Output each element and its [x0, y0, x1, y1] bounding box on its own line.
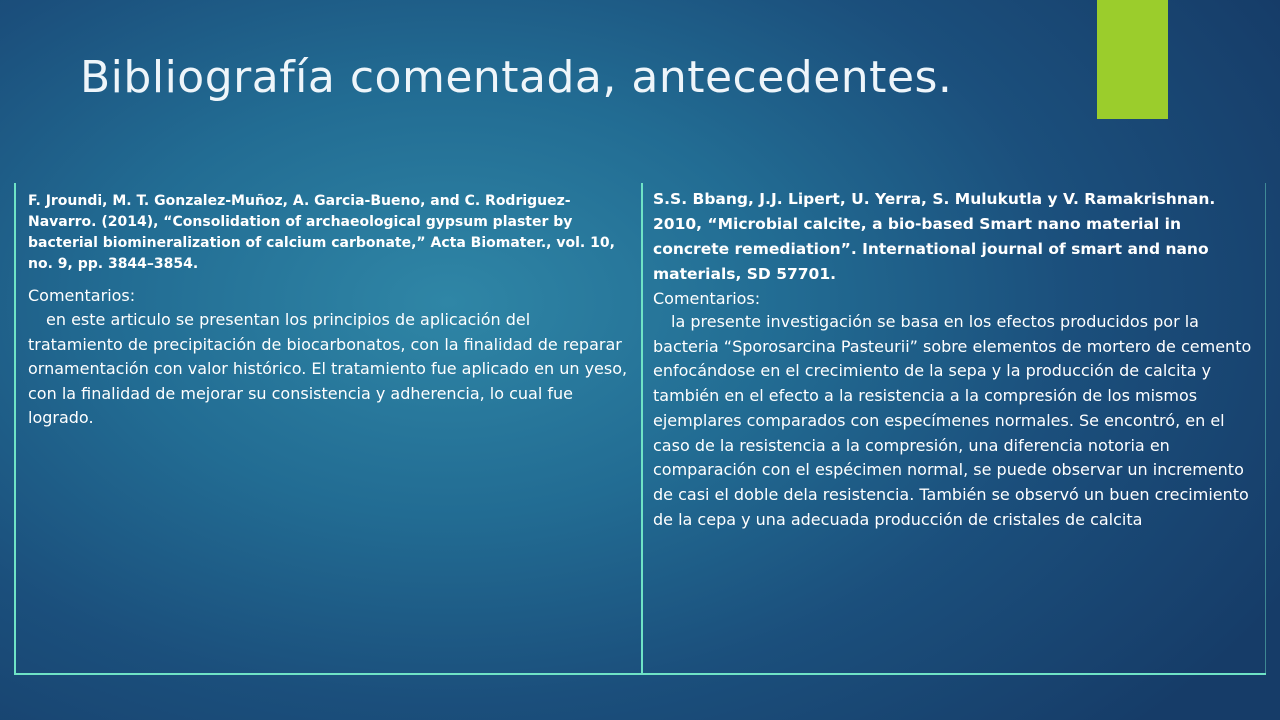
bibliography-table	[14, 183, 1266, 675]
bibliography-entry-2	[641, 183, 1266, 673]
comments-label-2: Comentarios:	[653, 289, 761, 308]
citation-1: F. Jroundi, M. T. Gonzalez-Muñoz, A. Garcia-Bueno, and C. Rodriguez-Navarro. (2014), “Consolidation of archaeological gypsum plaster by bacterial biomineralization of calcium carbonate,” Acta Biomater., vol. 10, no. 9, pp. 3844–3854.	[28, 193, 615, 272]
comments-text-2: la presente investigación se basa en los efectos producidos por la bacteria “Sporosarcina Pasteurii” sobre elementos de mortero de cemento enfocándose en el crecimiento de la sepa y la producción de calcita y también en el efecto a la resistencia a la compresión de los mismos ejemplares comparados con especímenes normales. Se encontró, en el caso de la resistencia a la compresión, una diferencia notoria en comparación con el espécimen normal, se puede observar un incremento de casi el doble dela resistencia. También se observó un buen crecimiento de la cepa y una adecuada producción de cristales de calcita	[653, 312, 1252, 529]
comments-label-1: Comentarios:	[28, 286, 136, 305]
comments-body-1	[28, 308, 629, 431]
comments-text-1: en este articulo se presentan los principios de aplicación del tratamiento de precipitación de biocarbonatos, con la finalidad de reparar ornamentación con valor histórico. El tratamiento fue aplicado en un yeso, con la finalidad de mejorar su consistencia y adherencia, lo cual fue logrado.	[28, 310, 628, 427]
slide-title: Bibliografía comentada, antecedentes.	[80, 52, 953, 103]
comments-body-2	[653, 310, 1252, 532]
accent-bar	[1097, 0, 1168, 119]
citation-2: S.S. Bbang, J.J. Lipert, U. Yerra, S. Mulukutla y V. Ramakrishnan. 2010, “Microbial calcite, a bio-based Smart nano material in concrete remediation”. International journal of smart and nano materials, SD 57701.	[653, 190, 1216, 283]
bibliography-entry-1	[14, 183, 641, 673]
